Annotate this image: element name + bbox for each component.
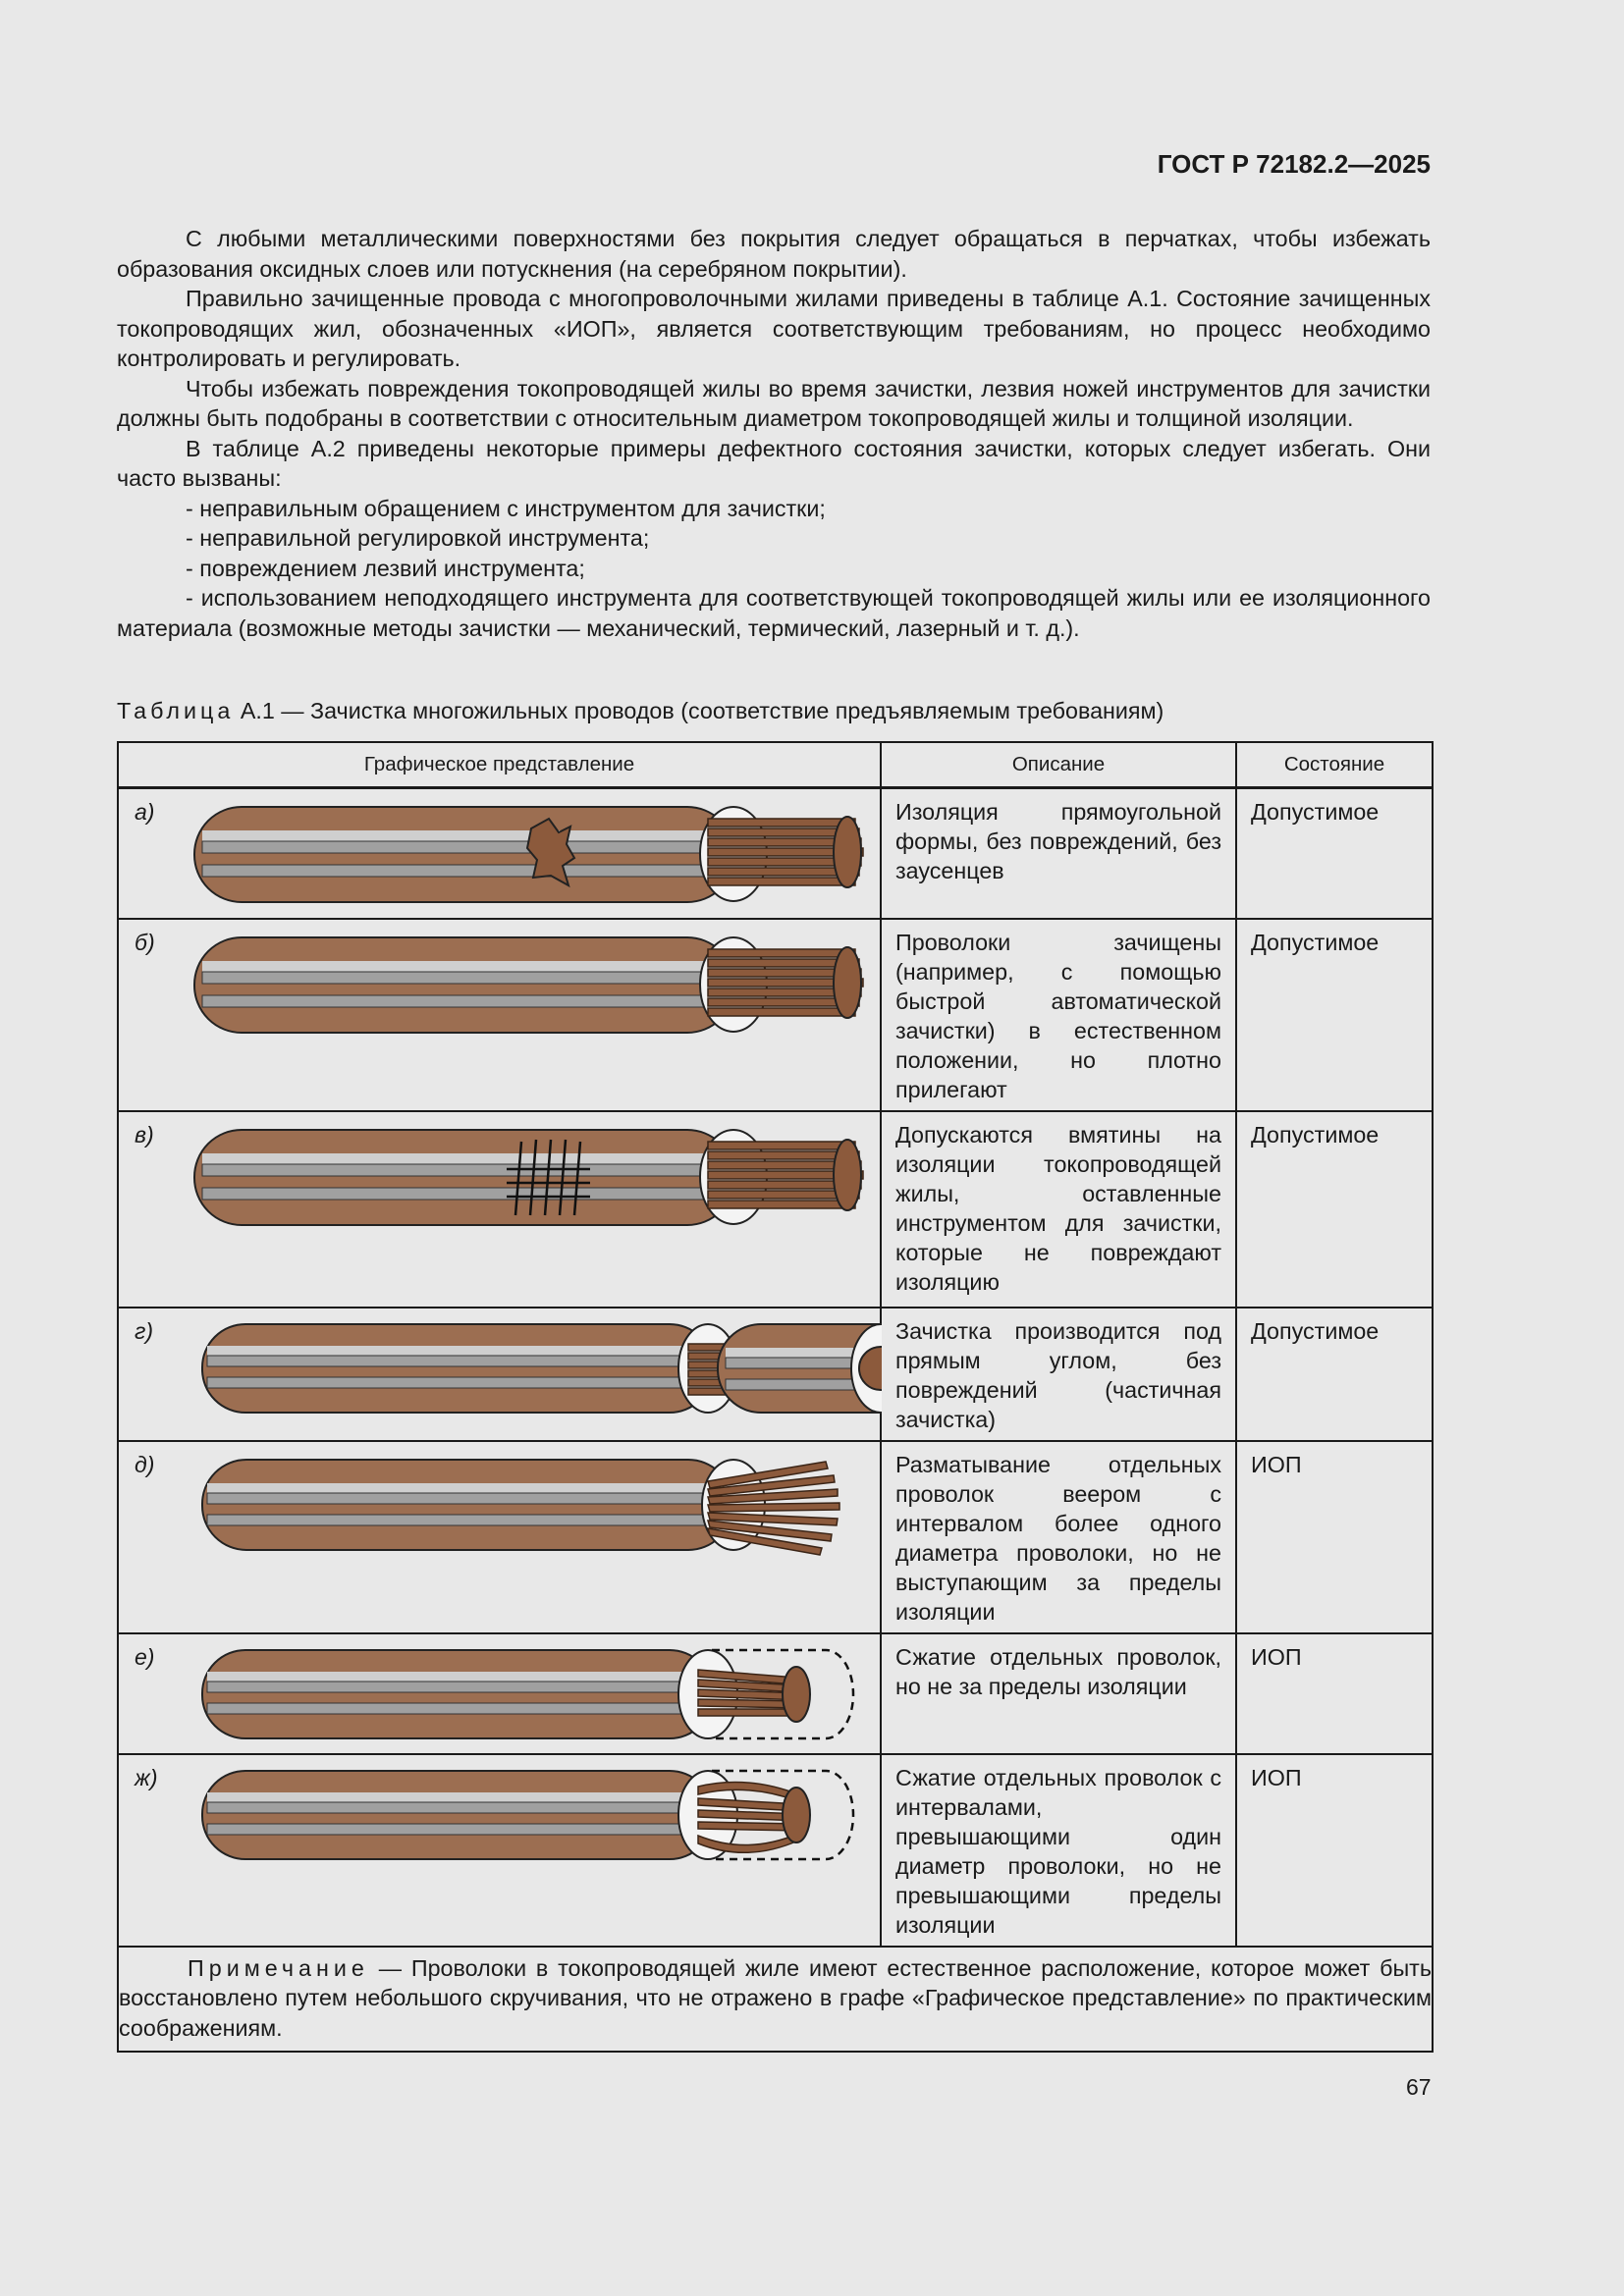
description-cell: Зачистка производится под прямым углом, без повреждений (частичная зачистка) [881, 1308, 1236, 1441]
table-caption [117, 698, 1164, 724]
table-row [118, 788, 1433, 919]
paragraph: В таблице А.2 приведены некоторые примеры дефектного состояния зачистки, которых следует избегать. Они часто вызваны: [117, 435, 1431, 491]
state-cell: ИОП [1236, 1754, 1433, 1947]
cable-illustration-f [119, 1634, 882, 1753]
graphic-cell [118, 788, 881, 919]
table-note-text [119, 1953, 1432, 2044]
row-letter: д) [135, 1451, 155, 1477]
table-caption-title: А.1 — Зачистка многожильных проводов (соответствие предъявляемым требованиям) [234, 698, 1164, 723]
row-letter: а) [135, 799, 155, 825]
description-cell: Разматывание отдельных проволок веером с интервалом более одного диаметра проволоки, но не выступающим за пределы изоляции [881, 1441, 1236, 1633]
row-letter: ж) [135, 1764, 158, 1790]
cable-illustration-e [119, 1442, 882, 1607]
state-cell: Допустимое [1236, 1111, 1433, 1308]
row-letter: в) [135, 1121, 154, 1148]
note-body: — Проволоки в токопроводящей жиле имеют естественное расположение, которое может быть восстановлено путем небольшого скручивания, что не отражено в графе «Графическое представление» по практическим соображениям. [119, 1954, 1432, 2041]
description-cell: Изоляция прямоугольной формы, без повреждений, без заусенцев [881, 788, 1236, 919]
row-letter: е) [135, 1643, 155, 1670]
graphic-cell [118, 1308, 881, 1441]
paragraph: Правильно зачищенные провода с многопроволочными жилами приведены в таблице А.1. Состояние зачищенных токопроводящих жил, обозначенных «ИОП», является соответствующим требованиям, но процесс необходимо контролировать и регулировать. [117, 286, 1431, 371]
graphic-cell [118, 1754, 881, 1947]
table-row [118, 1441, 1433, 1633]
list-item: - повреждением лезвий инструмента; [186, 555, 585, 581]
state-cell: Допустимое [1236, 919, 1433, 1111]
table-row [118, 1111, 1433, 1308]
cable-illustration-c [119, 1112, 882, 1307]
row-letter: г) [135, 1317, 154, 1344]
table-caption-prefix: Таблица [117, 698, 235, 723]
graphic-cell [118, 1441, 881, 1633]
paragraph: Чтобы избежать повреждения токопроводящей жилы во время зачистки, лезвия ножей инструментов для зачистки должны быть подобраны в соответствии с относительным диаметром токопроводящей жилы и толщиной изоляции. [117, 375, 1431, 431]
stripping-table [117, 741, 1434, 2053]
list-item: - неправильным обращением с инструментом для зачистки; [186, 495, 826, 521]
cable-illustration-a [119, 789, 882, 918]
table-row [118, 1308, 1433, 1441]
table-row [118, 1754, 1433, 1947]
table-row [118, 1633, 1433, 1754]
table-row [118, 919, 1433, 1111]
table-note [118, 1947, 1433, 2053]
page-number: 67 [1406, 2074, 1432, 2100]
list-item: - использованием неподходящего инструмента для соответствующей токопроводящей жилы или ее изоляционного материала (возможные методы зачистки — механический, термический, лазерный и т. д.). [117, 585, 1431, 641]
cable-illustration-d [119, 1308, 882, 1428]
table-header-row [118, 742, 1433, 788]
paragraph: С любыми металлическими поверхностями без покрытия следует обращаться в перчатках, чтобы избежать образования оксидных слоев или потускнения (на серебряном покрытии). [117, 226, 1431, 282]
header-description: Описание [881, 742, 1236, 788]
cable-illustration-g [119, 1755, 882, 1920]
standard-code: ГОСТ Р 72182.2—2025 [1157, 149, 1431, 179]
description-cell: Сжатие отдельных проволок с интервалами, превышающими один диаметр проволоки, но не превышающими пределы изоляции [881, 1754, 1236, 1947]
note-prefix: Примечание [188, 1954, 369, 1981]
graphic-cell [118, 919, 881, 1111]
description-cell: Допускаются вмятины на изоляции токопроводящей жилы, оставленные инструментом для зачистки, которые не повреждают изоляцию [881, 1111, 1236, 1308]
row-letter: б) [135, 929, 155, 955]
graphic-cell [118, 1111, 881, 1308]
description-cell: Проволоки зачищены (например, с помощью быстрой автоматической зачистки) в естественном положении, но плотно прилегают [881, 919, 1236, 1111]
header-graphic: Графическое представление [118, 742, 881, 788]
state-cell: Допустимое [1236, 788, 1433, 919]
header-state: Состояние [1236, 742, 1433, 788]
body-text [117, 224, 1431, 643]
graphic-cell [118, 1633, 881, 1754]
state-cell: ИОП [1236, 1633, 1433, 1754]
table-note-row [118, 1947, 1433, 2053]
description-cell: Сжатие отдельных проволок, но не за пределы изоляции [881, 1633, 1236, 1754]
list-item: - неправильной регулировкой инструмента; [186, 525, 650, 551]
state-cell: ИОП [1236, 1441, 1433, 1633]
state-cell: Допустимое [1236, 1308, 1433, 1441]
cable-illustration-b [119, 920, 882, 1085]
